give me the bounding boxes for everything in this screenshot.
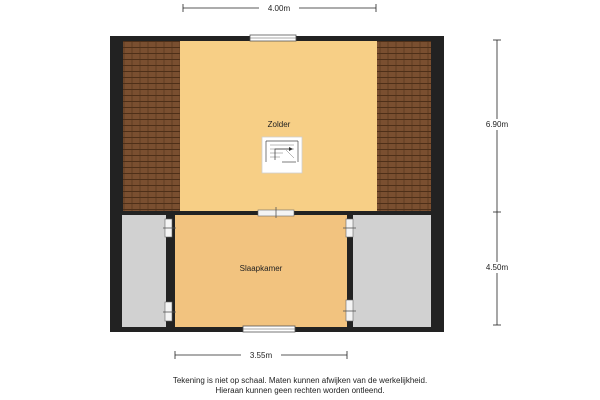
disclaimer-line-1: Tekening is niet op schaal. Maten kunnen afwijken van de werkelijkheid. bbox=[172, 376, 428, 385]
dimension-right-upper-label: 6.90m bbox=[485, 120, 509, 129]
storage-right bbox=[353, 215, 431, 327]
dimension-right-lower-label: 4.50m bbox=[485, 263, 509, 272]
roof-right bbox=[377, 41, 431, 211]
attic-label: Zolder bbox=[267, 120, 291, 129]
dimension-bottom-label: 3.55m bbox=[249, 351, 273, 360]
roof-left bbox=[123, 41, 180, 211]
bedroom-label: Slaapkamer bbox=[239, 264, 283, 273]
dimension-line-right bbox=[493, 40, 501, 325]
window-icon bbox=[243, 326, 295, 332]
dimension-top-label: 4.00m bbox=[267, 4, 291, 13]
window-icon bbox=[250, 35, 296, 41]
staircase-icon bbox=[262, 137, 302, 173]
storage-left bbox=[122, 215, 166, 327]
disclaimer-line-2: Hieraan kunnen geen rechten worden ontleend. bbox=[215, 386, 385, 395]
disclaimer bbox=[0, 376, 600, 396]
